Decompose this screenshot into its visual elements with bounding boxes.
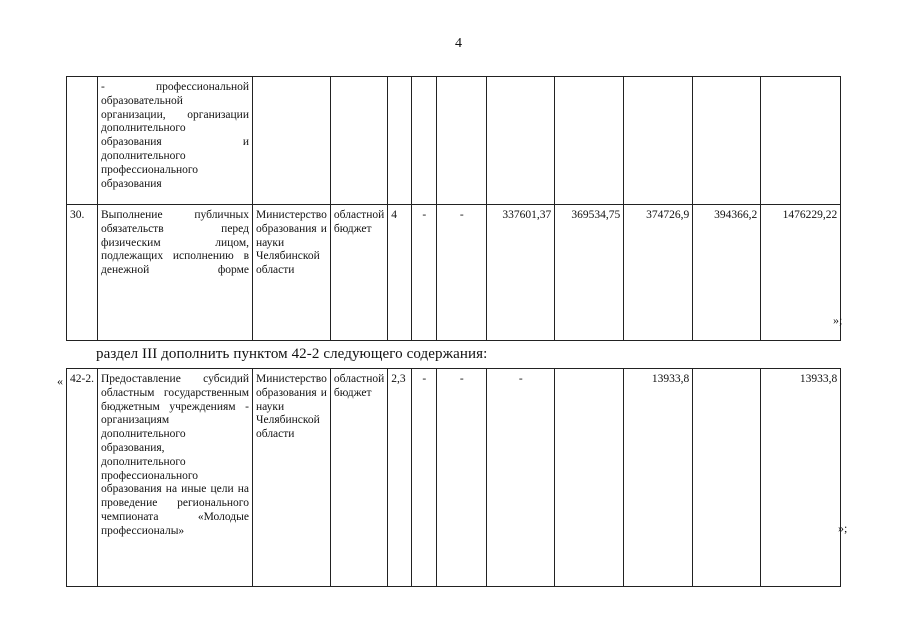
row-executor: Министерство образования и науки Челябинской области <box>253 205 331 341</box>
opening-quote: « <box>57 374 63 388</box>
page-number: 4 <box>455 36 462 51</box>
row-col-a: - <box>412 369 437 587</box>
table-row <box>67 77 841 205</box>
row-description: Выполнение публичных обязательств перед физическим лицом, подлежащих исполнению в денежной форме <box>98 205 253 341</box>
row-task: 4 <box>388 205 412 341</box>
closing-quote: »; <box>833 313 843 327</box>
row-total: 13933,8 <box>761 369 841 587</box>
row-col-a: - <box>412 205 437 341</box>
row-total: 1476229,22 <box>761 205 841 341</box>
row-executor: Министерство образования и науки Челябинской области <box>253 369 331 587</box>
row-year-3: 374726,9 <box>624 205 693 341</box>
row-year-2 <box>555 369 624 587</box>
row-year-2: 369534,75 <box>555 205 624 341</box>
table-row <box>67 205 841 341</box>
row-year-4: 394366,2 <box>693 205 761 341</box>
closing-quote: »; <box>838 521 848 535</box>
cell-number <box>67 77 98 205</box>
row-number: 42-2. <box>67 369 98 587</box>
amendment-paragraph: раздел III дополнить пунктом 42-2 следующего содержания: <box>96 346 488 362</box>
row-year-3: 13933,8 <box>624 369 693 587</box>
table-new-item <box>66 368 841 587</box>
row-year-1: - <box>487 369 555 587</box>
table-row <box>67 369 841 587</box>
row-task: 2,3 <box>388 369 412 587</box>
row-source: областной бюджет <box>330 205 387 341</box>
row-year-1: 337601,37 <box>487 205 555 341</box>
row-source: областной бюджет <box>330 369 387 587</box>
table-continuation <box>66 76 841 341</box>
row-year-4 <box>693 369 761 587</box>
row-number: 30. <box>67 205 98 341</box>
row-col-b: - <box>437 369 487 587</box>
row-col-b: - <box>437 205 487 341</box>
row-description: Предоставление субсидий областным государственным бюджетным учреждениям - организациям дополнительного образования, дополнительного профессионального образования на иные цели на проведение регионального чемпионата «Молодые профессионалы» <box>98 369 253 587</box>
cell-description: - профессиональной образовательной организации, организации дополнительного образования и дополнительного профессионального образования <box>98 77 253 205</box>
